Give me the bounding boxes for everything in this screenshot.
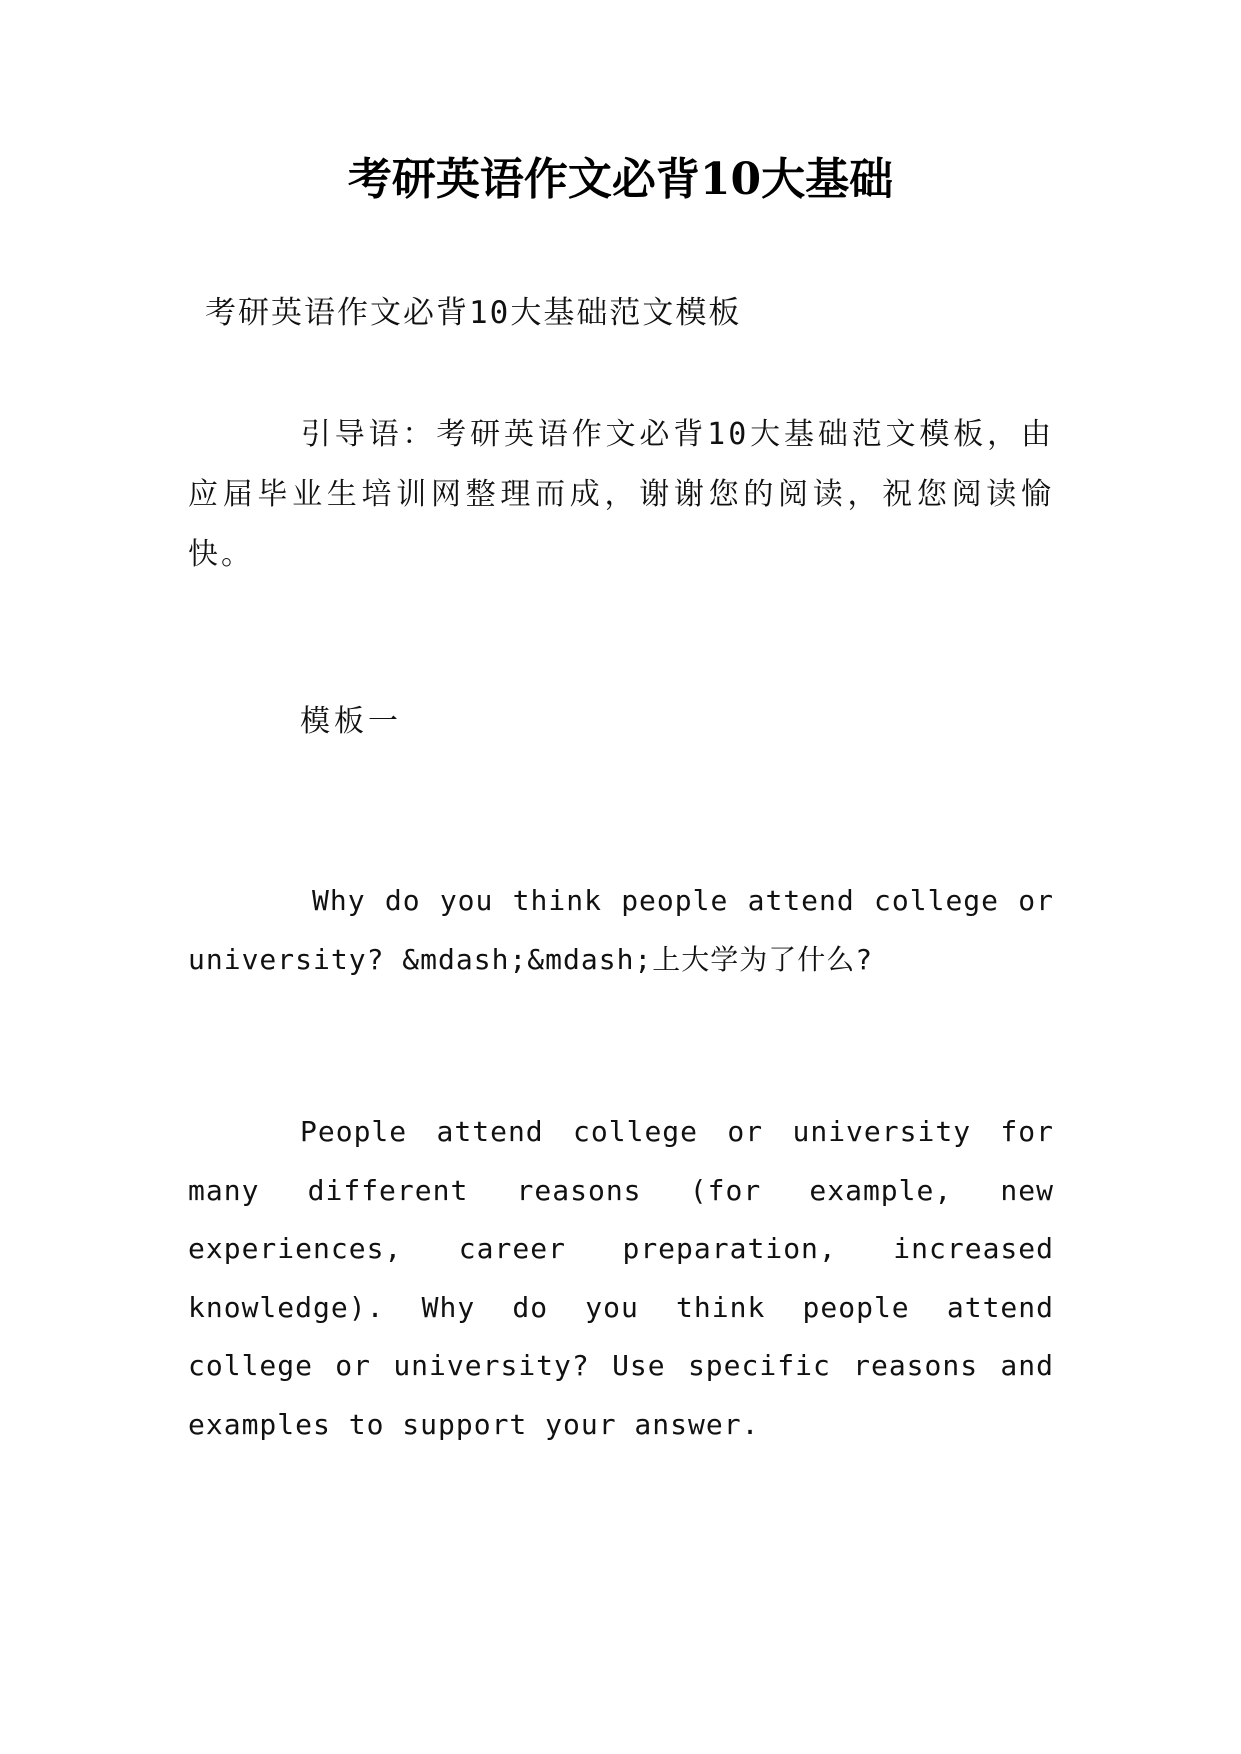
document-title: 考研英语作文必背10大基础 — [347, 154, 894, 205]
intro-paragraph — [188, 405, 1054, 585]
question-paragraph — [188, 872, 1054, 989]
body-paragraph — [188, 1103, 1054, 1454]
section-heading: 模板一 — [300, 704, 402, 739]
intro-text: 引导语：考研英语作文必背10大基础范文模板，由应届毕业生培训网整理而成，谢谢您的阅读，祝您阅读愉快。 — [188, 417, 1054, 572]
body-text: People attend college or university for many different reasons (for example, new experiences, career preparation, increased knowledge). Why do you think people attend college or university? Use specific reasons and examples to support your answer. — [188, 1115, 1054, 1441]
question-text: Why do you think people attend college or university? &mdash;&mdash;上大学为了什么? — [188, 884, 1054, 976]
document-subtitle: 考研英语作文必背10大基础范文模板 — [205, 295, 742, 331]
